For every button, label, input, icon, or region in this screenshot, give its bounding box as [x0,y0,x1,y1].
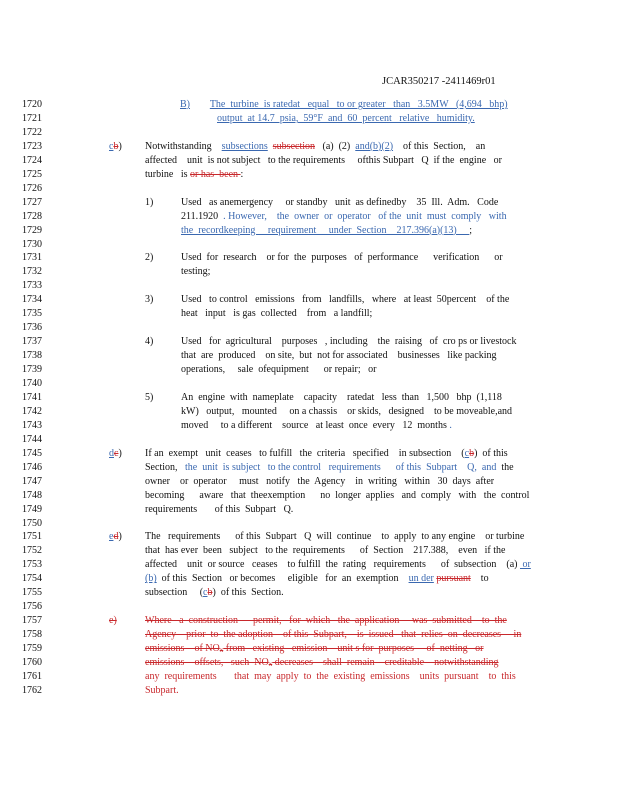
line-text [181,363,377,377]
document-line [0,419,618,433]
line-number: 1755 [22,587,42,599]
text-segment: to [470,573,489,585]
document-line [0,391,618,405]
text-segment: Used for research or for the purposes of performance verification or [181,252,503,264]
text-segment: subsection ( [145,587,204,599]
line-number: 1728 [22,210,42,222]
line-text [145,586,284,600]
line-text [181,307,372,321]
text-segment [190,99,210,110]
line-number: 1731 [22,252,42,264]
document-line [0,656,618,670]
line-text [181,391,502,405]
text-segment: B) [180,99,190,110]
text-segment: Section, [145,461,185,473]
document-line [0,210,618,224]
text-segment: un der [408,573,434,585]
document-line [0,614,618,628]
document-line [0,140,618,154]
text-segment: d [113,531,119,543]
line-text [145,558,531,572]
line-number: 1724 [22,154,42,166]
line-text [145,572,489,586]
text-segment: Where a construction permit, for which the application was submitted to the [145,615,507,627]
document-line [0,586,618,600]
text-segment: Notwithstanding [145,140,222,152]
line-number: 1757 [22,615,42,627]
document-line [0,154,618,168]
text-segment: e) [109,615,117,627]
text-segment: that has ever been subject to the requirements of Section 217.388, even if the [145,545,506,557]
text-segment: An engine with nameplate capacity ratedat less than 1,500 bhp (1,118 [181,391,502,403]
line-text [180,98,508,112]
line-number: 1741 [22,391,42,403]
text-segment: moved to a different source at least once every 12 months [181,419,450,431]
text-segment: that are produced on site, but not for associated businesses like packing [181,350,497,362]
line-number: 1745 [22,447,42,459]
text-segment: or has been [190,168,241,180]
line-text [181,405,512,419]
text-segment: requirements of this Subpart Q. [145,503,294,515]
text-segment: c [203,587,208,599]
line-number: 1737 [22,336,42,348]
text-segment: turbine is [145,168,190,180]
line-number: 1758 [22,629,42,641]
text-segment: Used for agricultural purposes , including the raising of cro ps or livestock [181,336,517,348]
line-text [145,447,508,461]
text-segment: affected unit is not subject to the requirements ofthis Subpart Q if the engine or [145,154,502,166]
text-segment: owner or operator must notify the Agency in writing within 30 days after [145,475,495,487]
line-number: 1721 [22,112,42,124]
text-segment: ) [118,447,122,459]
text-segment: b [113,140,119,152]
text-segment: 211.1920 [181,210,224,222]
text-segment: e [109,531,114,543]
text-segment: . However, the owner or operator of the unit must comply with [223,210,507,222]
text-segment: any requirements that may apply to the existing emissions units pursuant to this [145,670,516,682]
line-text [145,656,499,671]
item-label [145,293,153,307]
document-line [0,182,618,196]
document-line [0,628,618,642]
item-label [109,140,122,154]
line-text [181,419,452,433]
document-line [0,600,618,614]
text-segment: emissions offsets, such NO [145,657,269,668]
text-segment: (a) (2) [315,140,356,152]
document-line [0,168,618,182]
text-segment: 4) [145,336,154,348]
text-segment: x [219,646,224,655]
item-label [145,391,153,405]
text-segment: from existing emission unit s for purposes of netting or [223,643,484,655]
text-segment: affected unit or source ceases to fulfill the rating requirements of subsection (a) [145,559,520,571]
text-segment: If an exempt unit ceases to fulfill the criteria specified in subsection ( [145,447,465,459]
document-line [0,363,618,377]
text-segment: heat input is gas collected from a landfill; [181,308,373,320]
text-segment: . [449,419,452,431]
line-text [181,265,210,279]
line-number: 1738 [22,350,42,362]
document-line [0,475,618,489]
item-label [145,196,153,210]
text-segment: subsection [272,140,315,152]
line-number: 1760 [22,657,42,668]
text-segment: b [469,447,475,459]
line-number: 1733 [22,280,42,292]
document-line [0,238,618,252]
line-text [181,210,507,224]
item-label [109,447,122,461]
text-segment: of this Section or becomes eligible for an exemption [156,573,409,585]
line-number: 1752 [22,545,42,557]
text-segment: c [464,447,470,459]
text-segment: or [519,559,531,571]
line-number: 1756 [22,601,42,613]
line-text [145,628,521,642]
line-text [145,154,502,168]
line-number: 1749 [22,503,42,515]
line-text [181,196,498,210]
document-line [0,572,618,586]
line-number: 1725 [22,168,42,180]
text-segment: 5) [145,391,154,403]
line-number: 1761 [22,670,42,682]
line-number: 1743 [22,419,42,431]
line-text [145,530,524,544]
line-number: 1727 [22,196,42,208]
text-segment: ) [118,140,122,152]
line-text [217,112,475,126]
document-line [0,349,618,363]
document-line [0,670,618,684]
text-segment: d [109,447,114,459]
document-line [0,461,618,475]
text-segment: subsections [221,140,268,152]
line-text [145,475,494,489]
document-line [0,530,618,544]
line-number: 1729 [22,224,42,236]
line-number: 1746 [22,461,42,473]
line-text [181,224,472,238]
text-segment: and(b)(2) [355,140,394,152]
document-line [0,405,618,419]
line-number: 1736 [22,322,42,334]
text-segment: becoming aware that theexemption no longer applies and comply with the control [145,489,530,501]
line-text [145,461,514,475]
document-line [0,433,618,447]
document-line [0,112,618,126]
line-number: 1732 [22,266,42,278]
text-segment: output at 14.7 psia, 59°F and 60 percent relative humidity. [217,112,475,124]
line-text [181,349,496,363]
document-line [0,377,618,391]
line-number: 1762 [22,684,42,696]
line-number: 1750 [22,517,42,529]
text-segment: of this Section, an [393,140,486,152]
document-line [0,293,618,307]
text-segment: c [109,140,114,152]
document-line [0,126,618,140]
text-segment: emissions of NO [145,643,220,655]
document-line [0,335,618,349]
text-segment: x [268,660,273,668]
line-number: 1726 [22,182,42,194]
document-line [0,489,618,503]
line-number: 1730 [22,238,42,250]
line-number: 1748 [22,489,42,501]
text-segment: ) of this [474,447,508,459]
line-text [181,251,503,265]
text-segment: 2) [145,252,154,264]
text-segment: b [207,587,213,599]
line-number: 1754 [22,573,42,585]
line-number: 1744 [22,433,42,445]
document-line [0,224,618,238]
document-line [0,279,618,293]
document-line [0,196,618,210]
document-line [0,321,618,335]
document-line [0,447,618,461]
line-number: 1735 [22,308,42,320]
line-number: 1753 [22,559,42,571]
text-segment: testing; [181,266,211,278]
text-segment: ) of this Section. [212,587,284,599]
text-segment: 3) [145,294,154,306]
document-line [0,503,618,517]
text-segment: Used to control emissions from landfills, where at least 50percent of the [181,294,510,306]
line-number: 1747 [22,475,42,487]
document-line [0,558,618,572]
document-line [0,98,618,112]
text-segment: (b) [145,573,157,585]
line-number: 1739 [22,364,42,376]
text-segment: ) [118,531,122,543]
text-segment: : [240,168,244,180]
text-segment: Subpart. [145,684,179,696]
line-text [181,293,509,307]
line-number: 1751 [22,531,42,543]
text-segment: ; [469,224,473,236]
line-text [145,670,516,684]
document-line [0,251,618,265]
item-label [109,614,117,628]
line-text [145,140,485,154]
line-text [145,168,243,182]
text-segment: Used as anemergency or standby unit as definedby 35 Ill. Adm. Code [181,196,499,208]
document-line [0,642,618,656]
line-text [145,642,484,657]
line-text [145,489,529,503]
line-number: 1722 [22,126,42,138]
text-segment: kW) output, mounted on a chassis or skids, designed to be moveable,and [181,405,513,417]
item-label [145,251,153,265]
line-number: 1740 [22,378,42,389]
item-label [109,530,122,544]
text-segment: Agency prior to the adoption of this Subpart, is issued that relies on decreases in [145,629,522,641]
line-number: 1723 [22,140,42,152]
text-segment: The requirements of this Subpart Q will continue to apply to any engine or turbine [145,531,525,543]
line-text [145,503,293,517]
text-segment: the recordkeeping requirement under Section 217.396(a)(13) [181,224,470,236]
text-segment: pursuant [436,573,471,585]
line-number: 1742 [22,405,42,417]
document-header: JCAR350217 -2411469r01 [382,76,496,87]
document-line [0,307,618,321]
item-label [145,335,153,349]
document-line [0,265,618,279]
document-line [0,544,618,558]
text-segment: the unit is subject to the control requirements of this Subpart Q, and [185,461,497,473]
line-number: 1734 [22,294,42,306]
text-segment: operations, sale ofequipment or repair; or [181,364,377,376]
document-line [0,517,618,531]
text-segment: the [496,461,514,473]
line-text [181,335,516,349]
document-line [0,684,618,698]
text-segment: decreases shall remain creditable notwithstanding [272,657,499,668]
line-text [145,614,507,628]
text-segment: The turbine is ratedat equal to or greater than 3.5MW (4,694 bhp) [209,99,508,110]
text-segment: 1) [145,196,154,208]
line-number: 1720 [22,99,42,110]
line-number: 1759 [22,643,42,655]
text-segment: c [114,447,119,459]
line-text [145,544,505,558]
line-text [145,684,179,698]
